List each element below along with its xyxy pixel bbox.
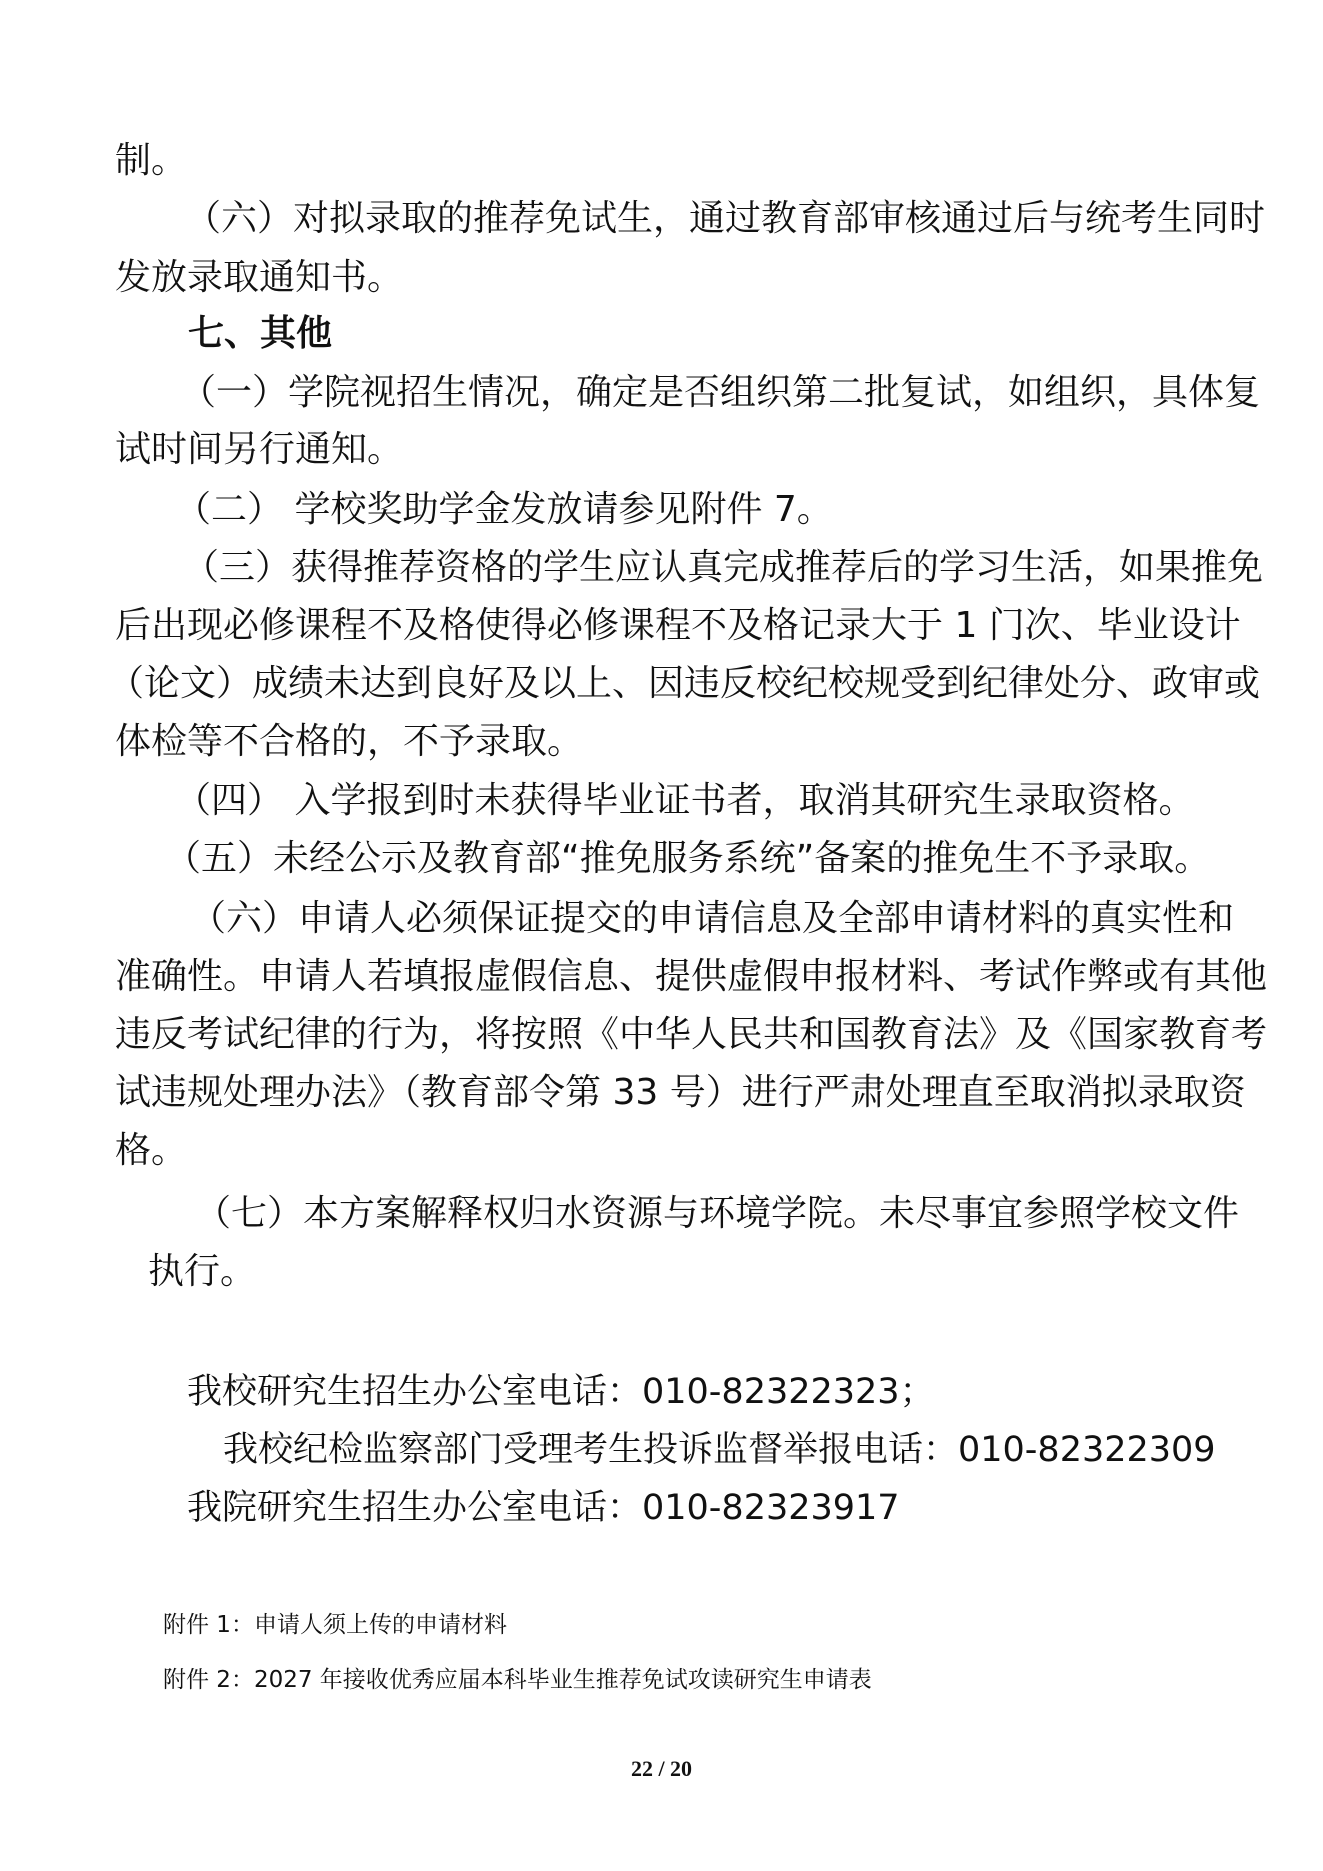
body-line: 后出现必修课程不及格使得必修课程不及格记录大于 1 门次、毕业设计 bbox=[115, 605, 1241, 646]
body-line: 发放录取通知书。 bbox=[115, 257, 404, 298]
section-heading: 七、其他 bbox=[188, 313, 333, 354]
body-line: （五）未经公示及教育部“推免服务系统”备案的推免生不予录取。 bbox=[165, 838, 1211, 879]
body-line: （二） 学校奖助学金发放请参见附件 7。 bbox=[175, 489, 833, 530]
body-line: （六）对拟录取的推荐免试生，通过教育部审核通过后与统考生同时 bbox=[185, 198, 1266, 239]
page-number: 22 / 20 bbox=[630, 1756, 693, 1781]
body-line: 格。 bbox=[115, 1130, 188, 1171]
body-line: 执行。 bbox=[148, 1251, 257, 1292]
body-line: 违反考试纪律的行为，将按照《中华人民共和国教育法》及《国家教育考 bbox=[115, 1014, 1268, 1055]
body-line: 制。 bbox=[115, 140, 188, 181]
attachment-line: 附件 2：2027 年接收优秀应届本科毕业生推荐免试攻读研究生申请表 bbox=[163, 1667, 872, 1693]
body-line: （三）获得推荐资格的学生应认真完成推荐后的学习生活，如果推免 bbox=[183, 547, 1264, 588]
attachment-line: 附件 1：申请人须上传的申请材料 bbox=[163, 1612, 507, 1638]
body-line: （六）申请人必须保证提交的申请信息及全部申请材料的真实性和 bbox=[190, 898, 1235, 939]
body-line: （四） 入学报到时未获得毕业证书者，取消其研究生录取资格。 bbox=[175, 780, 1195, 821]
body-line: 试违规处理办法》（教育部令第 33 号）进行严肃处理直至取消拟录取资 bbox=[115, 1072, 1246, 1113]
body-line: （一）学院视招生情况，确定是否组织第二批复试，如组织，具体复 bbox=[180, 372, 1261, 413]
contact-line: 我校纪检监察部门受理考生投诉监督举报电话：010-82322309 bbox=[223, 1430, 1216, 1470]
contact-line: 我院研究生招生办公室电话：010-82323917 bbox=[187, 1488, 900, 1528]
contact-line: 我校研究生招生办公室电话：010-82322323； bbox=[187, 1372, 935, 1412]
body-line: （七）本方案解释权归水资源与环境学院。未尽事宜参照学校文件 bbox=[195, 1193, 1240, 1234]
body-line: 体检等不合格的，不予录取。 bbox=[115, 721, 584, 762]
body-line: 准确性。申请人若填报虚假信息、提供虚假申报材料、考试作弊或有其他 bbox=[115, 956, 1268, 997]
body-line: 试时间另行通知。 bbox=[115, 429, 404, 470]
body-line: （论文）成绩未达到良好及以上、因违反校纪校规受到纪律处分、政审或 bbox=[108, 663, 1261, 704]
